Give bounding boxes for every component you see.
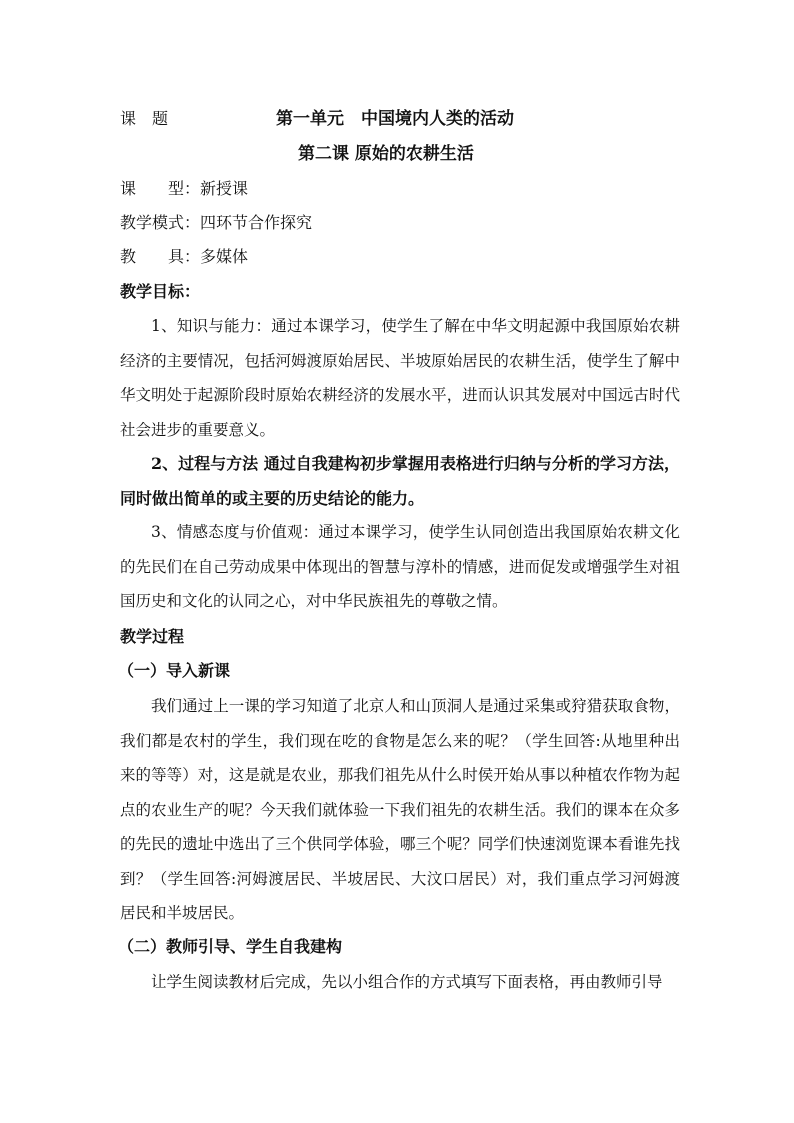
- lesson-title: 第二课 原始的农耕生活: [298, 144, 474, 164]
- course-type-row: [120, 179, 248, 199]
- teaching-tools-row: [120, 247, 248, 267]
- goal-knowledge-ability: 1、知识与能力：通过本课学习，使学生了解在中华文明起源中我国原始农耕经济的主要情况，包括河姆渡原始居民、半坡原始居民的农耕生活，使学生了解中华文明处于起源阶段时原始农耕经济的发展水平，进而认识其发展对中国远古时代社会进步的重要意义。: [120, 317, 680, 439]
- section-guide-text: 让学生阅读教材后完成，先以小组合作的方式填写下面表格，再由教师引导: [151, 973, 663, 991]
- section-guide-title: （二）教师引导、学生自我建构: [118, 937, 343, 956]
- unit-title: 第一单元 中国境内人类的活动: [276, 109, 514, 129]
- goals-heading: 教学目标：: [120, 282, 201, 301]
- goal-emotion-values: 3、情感态度与价值观：通过本课学习，使学生认同创造出我国原始农耕文化的先民们在自己劳动成果中体现出的智慧与淳朴的情感，进而促发或增强学生对祖国历史和文化的认同之心，对中华民族祖先的尊敬之情。: [120, 523, 680, 610]
- section-intro-title: （一）导入新课: [118, 661, 231, 680]
- process-heading: 教学过程: [120, 627, 185, 646]
- teaching-mode-row: [120, 213, 312, 233]
- teaching-tools-label: 教 具：: [120, 247, 201, 266]
- goal-process-method: 2、过程与方法 通过自我建构初步掌握用表格进行归纳与分析的学习方法，同时做出简单的或主要的历史结论的能力。: [120, 454, 680, 508]
- section-intro-text: 我们通过上一课的学习知道了北京人和山顶洞人是通过采集或狩猎获取食物，我们都是农村的学生，我们现在吃的食物是怎么来的呢？（学生回答:从地里种出来的等等）对，这是就是农业，那我们祖先从什么时侯开始从事以种植农作物为起点的农业生产的呢？今天我们就体验一下我们祖先的农耕生活。我们的课本在众多的先民的遗址中选出了三个供同学体验，哪三个呢？同学们快速浏览课本看谁先找到？（学生回答:河姆渡居民、半坡居民、大汶口居民）对，我们重点学习河姆渡居民和半坡居民。: [120, 697, 680, 922]
- course-type-value: 新授课: [200, 179, 249, 198]
- teaching-mode-label: 教学模式：: [120, 213, 201, 232]
- teaching-mode-value: 四环节合作探究: [200, 213, 313, 232]
- teaching-tools-value: 多媒体: [200, 247, 249, 266]
- course-type-label: 课 型：: [120, 179, 201, 198]
- lesson-label: 课 题: [120, 109, 169, 128]
